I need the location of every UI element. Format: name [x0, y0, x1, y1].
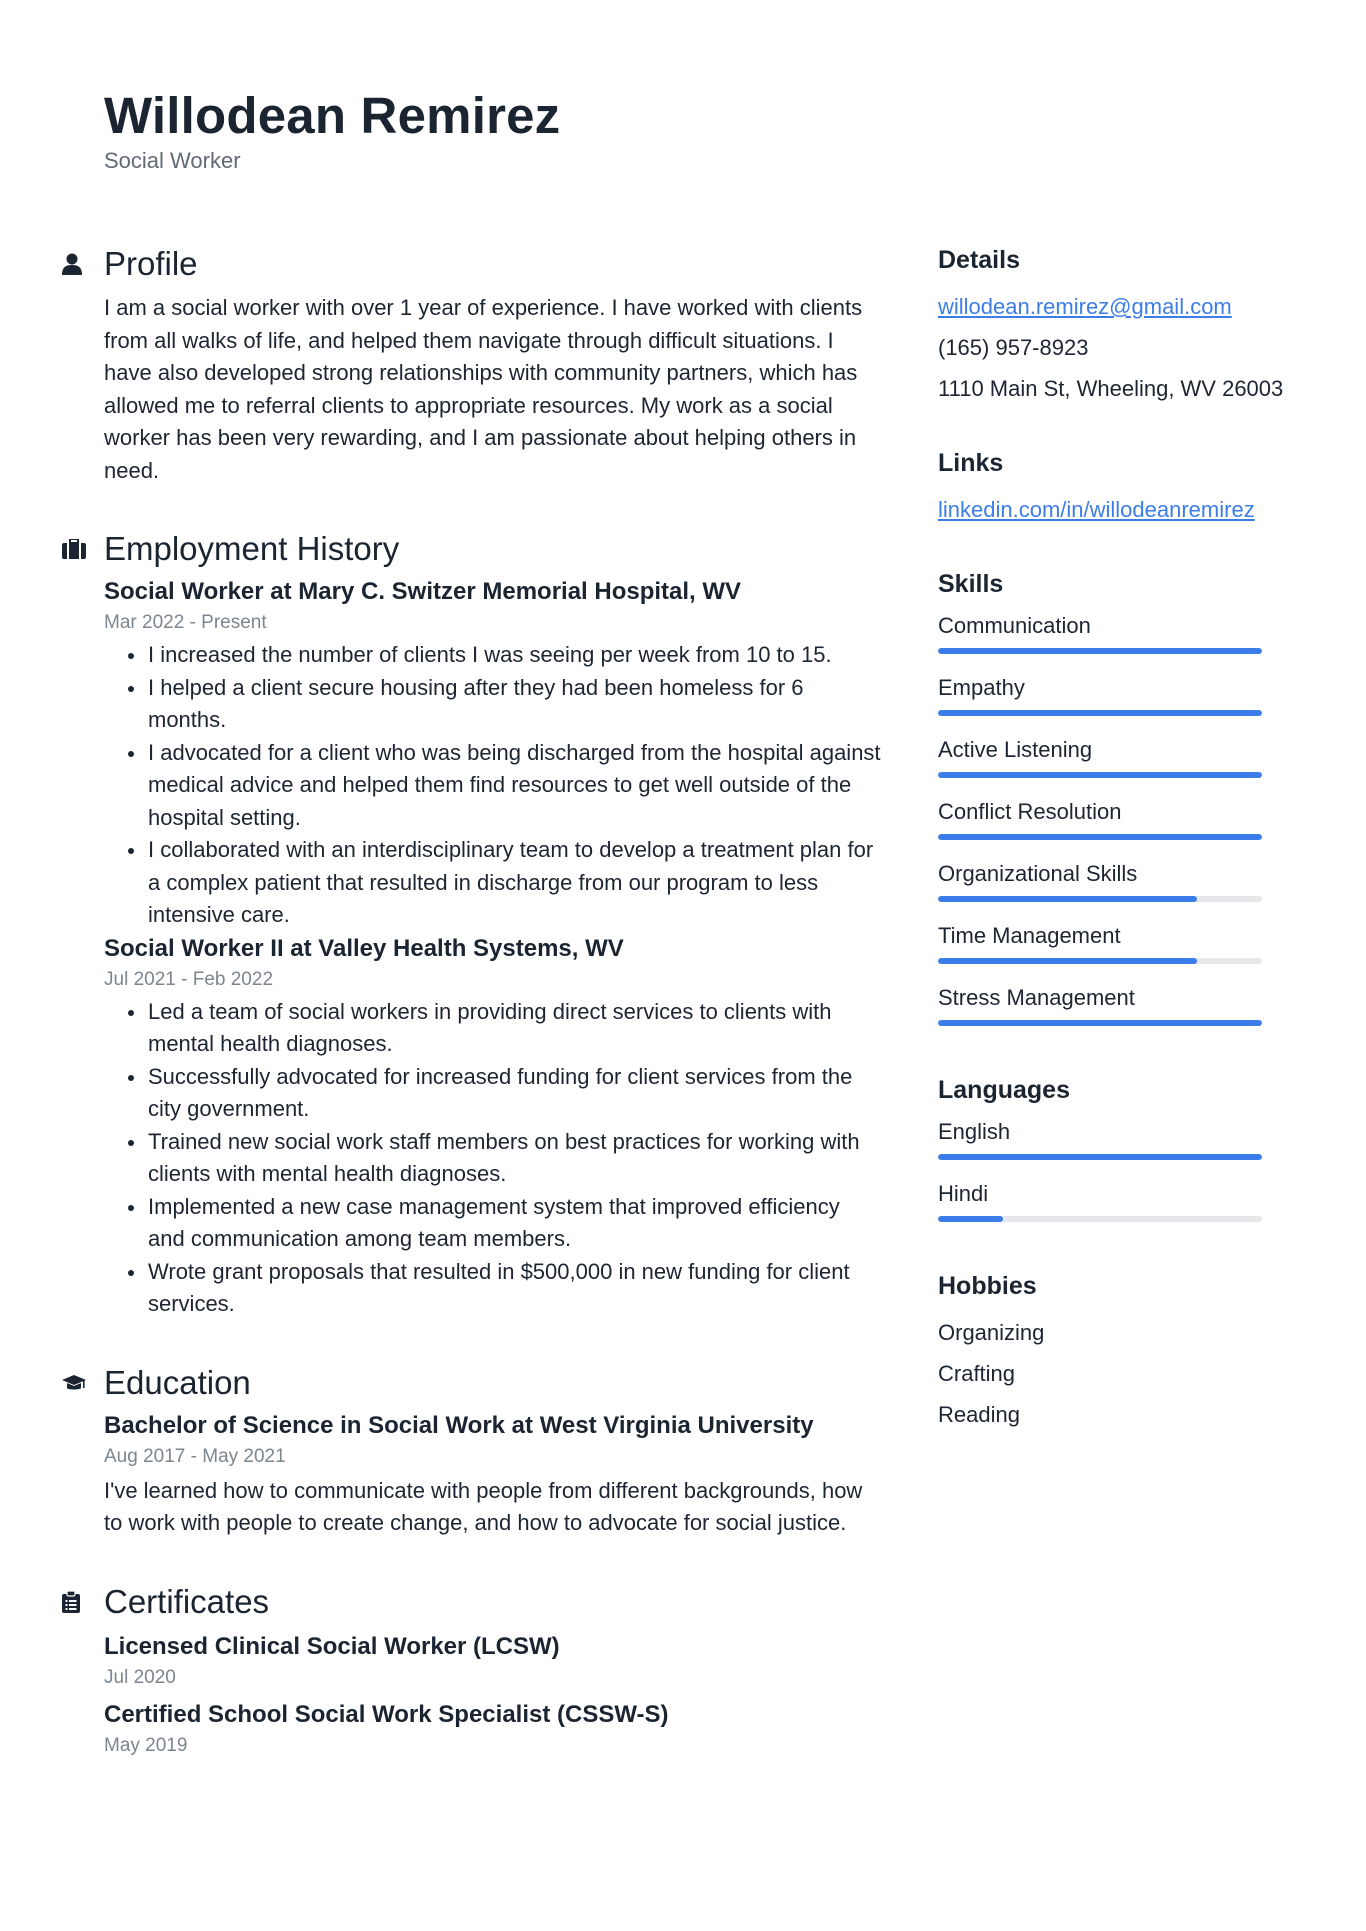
job-title: Social Worker II at Valley Health Systems, WV — [104, 934, 624, 962]
languages-list — [938, 1116, 1318, 1222]
links-block — [938, 445, 1318, 530]
level-bar-fill — [938, 1154, 1262, 1160]
certificates-section — [62, 1580, 882, 1760]
skill-item — [938, 920, 1318, 964]
candidate-role: Social Worker — [104, 148, 241, 173]
profile-text: I am a social worker with over 1 year of experience. I have worked with clients from all walks of life, and helped them navigate through difficult situations. I have also developed strong relationships with community partners, which has allowed me to referral clients to appropriate resources. My work as a social worker has been very rewarding, and I am passionate about helping others in need. — [104, 295, 863, 483]
details-block — [938, 242, 1318, 409]
job-entry — [104, 575, 882, 932]
level-bar — [938, 1020, 1262, 1026]
certificates-heading — [62, 1580, 882, 1624]
job-bullets — [104, 639, 882, 932]
skills-title: Skills — [938, 570, 1004, 598]
education-heading — [62, 1361, 882, 1405]
level-bar-fill — [938, 896, 1197, 902]
language-item — [938, 1178, 1318, 1222]
skill-name: Stress Management — [938, 985, 1135, 1010]
hobbies-list — [938, 1312, 1318, 1435]
level-bar — [938, 834, 1262, 840]
level-bar — [938, 710, 1262, 716]
skill-name: Active Listening — [938, 737, 1093, 762]
links-title: Links — [938, 449, 1004, 477]
certificate-name: Licensed Clinical Social Worker (LCSW) — [104, 1632, 560, 1660]
level-bar — [938, 648, 1262, 654]
skill-item — [938, 982, 1318, 1026]
skill-item — [938, 858, 1318, 902]
level-bar — [938, 896, 1262, 902]
briefcase-icon — [62, 527, 104, 571]
certificate-date: May 2019 — [104, 1734, 188, 1756]
list-item: Wrote grant proposals that resulted in $500,000 in new funding for client services. — [104, 1256, 882, 1321]
education-section — [62, 1361, 882, 1540]
employment-section — [62, 527, 882, 1321]
education-text: I've learned how to communicate with people from different backgrounds, how to work with people to create change, and how to advocate for social justice. — [104, 1477, 863, 1535]
list-item: I helped a client secure housing after they had been homeless for 6 months. — [104, 672, 882, 737]
certificate-entry — [104, 1630, 882, 1692]
section-title: Employment History — [104, 530, 400, 567]
certificate-date: Jul 2020 — [104, 1666, 176, 1688]
skills-block — [938, 566, 1318, 1026]
list-item: I advocated for a client who was being discharged from the hospital against medical advice and helped them find resources to get well outside of the hospital setting. — [104, 737, 882, 835]
languages-block — [938, 1072, 1318, 1222]
job-bullets — [104, 996, 882, 1321]
education-date: Aug 2017 - May 2021 — [104, 1445, 286, 1467]
languages-title: Languages — [938, 1076, 1070, 1104]
job-entry — [104, 932, 882, 1321]
linkedin-link[interactable]: linkedin.com/in/willodeanremirez — [938, 497, 1255, 522]
job-date: Mar 2022 - Present — [104, 612, 267, 633]
details-title: Details — [938, 246, 1020, 274]
skill-name: Conflict Resolution — [938, 799, 1122, 824]
list-item: I collaborated with an interdisciplinary team to develop a treatment plan for a complex patient that resulted in discharge from our program to less intensive care. — [104, 834, 882, 932]
profile-heading — [62, 242, 882, 286]
skills-list — [938, 610, 1318, 1026]
level-bar-fill — [938, 772, 1262, 778]
level-bar — [938, 1216, 1262, 1222]
list-item: Led a team of social workers in providing direct services to clients with mental health diagnoses. — [104, 996, 882, 1061]
job-date: Jul 2021 - Feb 2022 — [104, 968, 274, 990]
level-bar — [938, 772, 1262, 778]
email-link[interactable]: willodean.remirez@gmail.com — [938, 294, 1232, 319]
language-name: English — [938, 1119, 1011, 1144]
section-title: Profile — [104, 245, 198, 282]
list-item: I increased the number of clients I was seeing per week from 10 to 15. — [104, 639, 882, 672]
clipboard-icon — [62, 1580, 104, 1624]
main-column — [62, 242, 882, 1800]
education-entry — [104, 1409, 882, 1540]
list-item: Successfully advocated for increased funding for client services from the city government. — [104, 1061, 882, 1126]
candidate-name: Willodean Remirez — [104, 87, 561, 144]
skill-name: Communication — [938, 613, 1091, 638]
level-bar — [938, 1154, 1262, 1160]
certificate-name: Certified School Social Work Specialist (CSSW-S) — [104, 1700, 669, 1728]
language-name: Hindi — [938, 1181, 989, 1206]
skill-item — [938, 734, 1318, 778]
hobbies-title: Hobbies — [938, 1272, 1037, 1300]
graduation-cap-icon — [62, 1361, 104, 1405]
section-title: Education — [104, 1363, 251, 1401]
skill-item — [938, 796, 1318, 840]
level-bar-fill — [938, 710, 1262, 716]
job-title: Social Worker at Mary C. Switzer Memorial Hospital, WV — [104, 578, 742, 605]
hobbies-block — [938, 1268, 1318, 1435]
skill-name: Empathy — [938, 675, 1025, 700]
section-title: Certificates — [104, 1582, 270, 1620]
language-item — [938, 1116, 1318, 1160]
skill-item — [938, 610, 1318, 654]
level-bar-fill — [938, 958, 1197, 964]
resume-header — [104, 86, 560, 174]
person-icon — [62, 242, 104, 286]
list-item: Trained new social work staff members on best practices for working with clients with mental health diagnoses. — [104, 1126, 882, 1191]
employment-heading — [62, 527, 882, 571]
profile-section — [62, 242, 882, 487]
sidebar — [938, 242, 1318, 1471]
skill-item — [938, 672, 1318, 716]
degree-title: Bachelor of Science in Social Work at West Virginia University — [104, 1411, 814, 1439]
skill-name: Organizational Skills — [938, 861, 1138, 886]
level-bar — [938, 958, 1262, 964]
list-item: Implemented a new case management system that improved efficiency and communication among team members. — [104, 1191, 882, 1256]
phone-number: (165) 957-8923 — [938, 335, 1089, 360]
address: 1110 Main St, Wheeling, WV 26003 — [938, 376, 1284, 401]
skill-name: Time Management — [938, 923, 1121, 948]
hobby-item: Crafting — [938, 1361, 1016, 1386]
level-bar-fill — [938, 1020, 1262, 1026]
certificate-entry — [104, 1698, 882, 1760]
level-bar-fill — [938, 834, 1262, 840]
level-bar-fill — [938, 648, 1262, 654]
hobby-item: Reading — [938, 1402, 1020, 1427]
hobby-item: Organizing — [938, 1320, 1045, 1345]
level-bar-fill — [938, 1216, 1003, 1222]
